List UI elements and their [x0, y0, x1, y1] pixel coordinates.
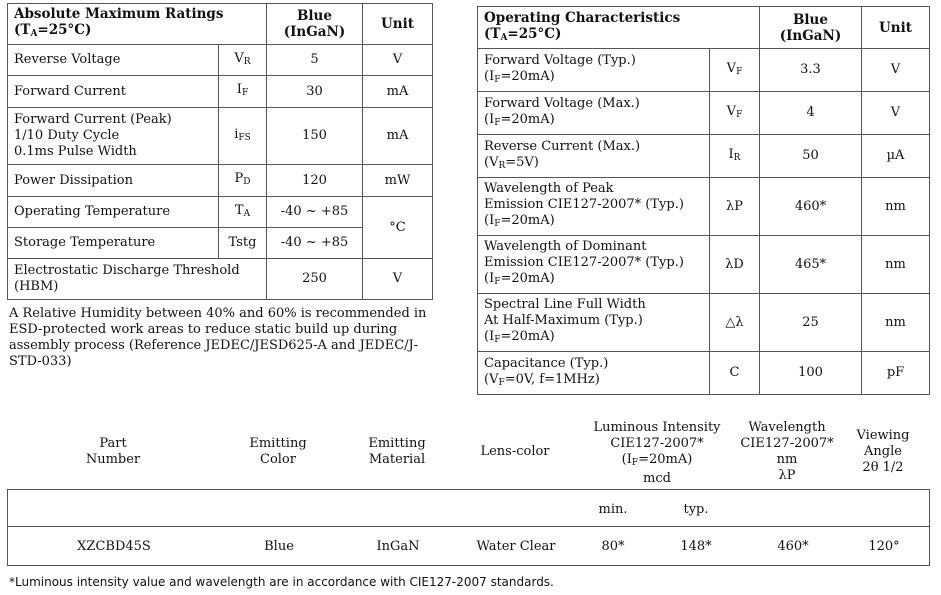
symbol: $T_A$ [219, 197, 267, 228]
table-row [478, 352, 930, 395]
table-row [478, 236, 930, 294]
unit: nm [862, 236, 930, 294]
symbol: λP [710, 178, 760, 236]
part-number-header: Part Number [85, 436, 141, 467]
emitting-material: InGaN [376, 539, 420, 554]
param-label: Forward Current [8, 76, 219, 108]
value: 250 [267, 259, 363, 300]
table-row [478, 92, 930, 135]
unit: mW [363, 165, 433, 197]
table-row [8, 259, 433, 300]
table-row [8, 197, 433, 228]
table-row [478, 294, 930, 352]
value: 460* [760, 178, 862, 236]
value: 465* [760, 236, 862, 294]
lens-color-header: Lens-color [480, 444, 550, 459]
luminous-min: 80* [601, 539, 625, 554]
symbol: $I_R$ [710, 135, 760, 178]
table-row [478, 49, 930, 92]
symbol: $i_{FS}$ [219, 108, 267, 165]
param-label: Electrostatic Discharge Threshold (HBM) [8, 259, 267, 300]
symbol: △λ [710, 294, 760, 352]
param-label: Reverse Current (Max.) $(V_R=5V)$ [478, 135, 710, 178]
value: 100 [760, 352, 862, 395]
param-label: Forward Current (Peak) 1/10 Duty Cycle 0.1ms Pulse Width [8, 108, 219, 165]
value: 25 [760, 294, 862, 352]
value: -40 ~ +85 [267, 197, 363, 228]
table-row [8, 165, 433, 197]
oc-title: Operating Characteristics [484, 9, 681, 26]
emitting-color: Blue [264, 539, 294, 554]
unit: nm [862, 178, 930, 236]
oc-value-header: Blue (InGaN) [760, 7, 862, 49]
unit: V [862, 49, 930, 92]
value: -40 ~ +85 [267, 228, 363, 259]
param-label: Capacitance (Typ.) ($V_F=0V$, f=1MHz) [478, 352, 710, 395]
param-label: Reverse Voltage [8, 45, 219, 76]
param-label: Storage Temperature [8, 228, 219, 259]
typ-subheader: typ. [683, 502, 709, 517]
unit: °C [363, 197, 433, 259]
symbol: $V_R$ [219, 45, 267, 76]
unit: V [363, 45, 433, 76]
viewing-angle-value: 120° [868, 539, 900, 554]
wavelength-value: 460* [777, 539, 809, 554]
unit: nm [862, 294, 930, 352]
emitting-color-header: Emitting Color [249, 436, 307, 467]
param-label: Power Dissipation [8, 165, 219, 197]
luminous-typ: 148* [680, 539, 712, 554]
oc-title-cell [478, 7, 760, 49]
lens-color: Water Clear [476, 539, 556, 554]
oc-unit-header: Unit [862, 7, 930, 49]
value: 4 [760, 92, 862, 135]
footnote: *Luminous intensity value and wavelength are in accordance with CIE127-2007 standards. [9, 575, 554, 589]
min-subheader: min. [598, 502, 628, 517]
table-row [8, 76, 433, 108]
part-table [7, 489, 930, 566]
value: 30 [267, 76, 363, 108]
amr-value-header: Blue (InGaN) [267, 4, 363, 45]
humidity-note: A Relative Humidity between 40% and 60% is recommended in ESD-protected work areas to reduce static build up during assembly process (Reference JEDEC/JESD625-A and JEDEC/J-STD-033) [9, 306, 427, 369]
operating-characteristics-table [477, 6, 930, 395]
amr-title-cell [8, 4, 267, 45]
symbol: λD [710, 236, 760, 294]
param-label: Forward Voltage (Typ.) $(I_F=20mA)$ [478, 49, 710, 92]
symbol: $V_F$ [710, 49, 760, 92]
value: 5 [267, 45, 363, 76]
luminous-intensity-header: Luminous Intensity CIE127-2007* $(I_F=20mA)$ mcd [593, 420, 721, 486]
unit: µA [862, 135, 930, 178]
param-label: Forward Voltage (Max.) $(I_F=20mA)$ [478, 92, 710, 135]
unit: mA [363, 76, 433, 108]
symbol: C [710, 352, 760, 395]
table-row [8, 108, 433, 165]
wavelength-header: Wavelength CIE127-2007* nm λP [740, 420, 834, 483]
oc-condition: $(T_A=25^\circ C)$ [484, 25, 562, 43]
symbol: Tstg [219, 228, 267, 259]
param-label: Wavelength of Peak Emission CIE127-2007* (Typ.) $(I_F=20mA)$ [478, 178, 710, 236]
symbol: $I_F$ [219, 76, 267, 108]
unit: pF [862, 352, 930, 395]
divider [8, 526, 929, 527]
symbol: $V_F$ [710, 92, 760, 135]
value: 150 [267, 108, 363, 165]
value: 120 [267, 165, 363, 197]
value: 50 [760, 135, 862, 178]
param-label: Operating Temperature [8, 197, 219, 228]
table-row [478, 135, 930, 178]
table-row [478, 178, 930, 236]
unit: mA [363, 108, 433, 165]
symbol: $P_D$ [219, 165, 267, 197]
unit: V [363, 259, 433, 300]
table-row [8, 45, 433, 76]
emitting-material-header: Emitting Material [368, 436, 426, 467]
part-number: XZCBD45S [77, 539, 151, 554]
amr-title: Absolute Maximum Ratings [14, 6, 224, 22]
param-label: Spectral Line Full Width At Half-Maximum (Typ.) $(I_F=20mA)$ [478, 294, 710, 352]
absolute-maximum-ratings-table [7, 3, 433, 300]
amr-unit-header: Unit [363, 4, 433, 45]
value: 3.3 [760, 49, 862, 92]
param-label: Wavelength of Dominant Emission CIE127-2007* (Typ.) $(I_F=20mA)$ [478, 236, 710, 294]
unit: V [862, 92, 930, 135]
viewing-angle-header: Viewing Angle 2θ 1/2 [856, 428, 910, 475]
part-table-header [7, 418, 929, 486]
amr-condition: $(T_A=25^\circ C)$ [14, 22, 92, 39]
